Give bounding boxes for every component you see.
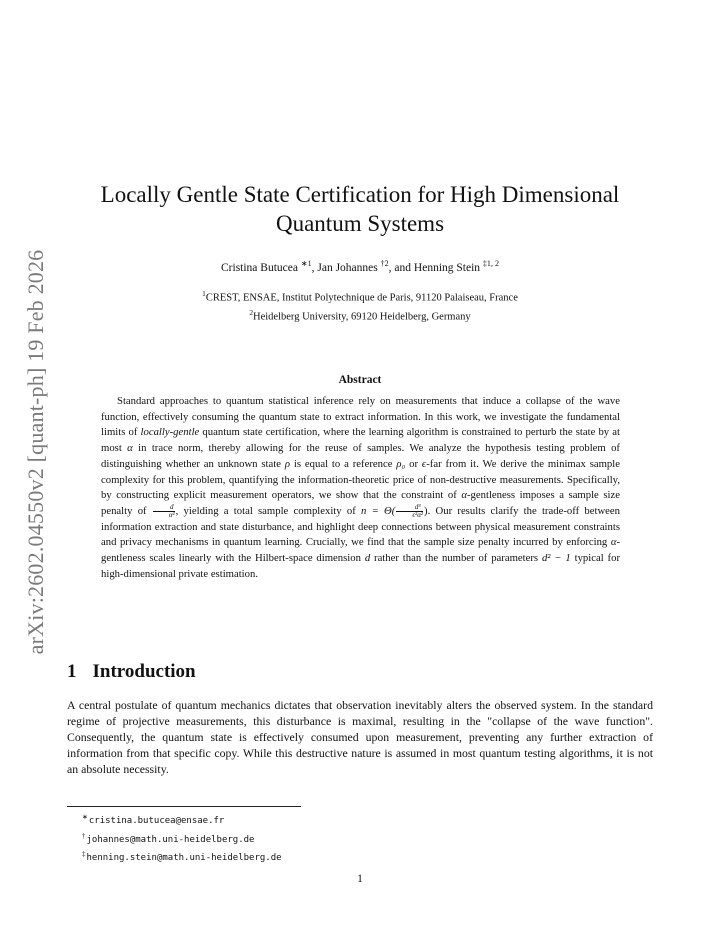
footnote-divider [67,806,301,807]
footnote-email: †johannes@math.uni-heidelberg.de [82,831,255,845]
math-rho0: ρ₀ [396,457,406,470]
author-list: Cristina Butucea $^{∗1}$, Jan Johannes $^{\dagger 2}$, and Henning Stein $^{\ddagger 1, 2}$ [221,259,499,274]
author-footnote-mark: †2 [380,259,389,268]
author-name: Jan Johannes [317,261,378,274]
footnote-email: ‡henning.stein@math.uni-heidelberg.de [82,850,282,863]
affiliation-2: $^2$Heidelberg University, 69120 Heidelberg, Germany [249,307,471,322]
section-heading-introduction [67,661,196,683]
section-title: Introduction [92,661,196,682]
author-name: Cristina Butucea [221,261,298,274]
title-line-1: Locally Gentle State Certification for High Dimensional [100,182,620,207]
math-parameter-count: d² − 1 [541,552,571,565]
math-alpha: α [127,442,133,455]
section-number: 1 [67,661,77,682]
affiliations [70,287,650,324]
penalty-fraction: $\frac{d}{\text{α²}}$ [153,504,175,519]
page-number: 1 [357,873,363,885]
arxiv-identifier-stamp: arXiv:2602.04550v2 [quant-ph] 19 Feb 2026 [23,249,48,655]
abstract-heading: Abstract [338,374,382,386]
sample-complexity-fraction: $\frac{\text{d³}}{\text{ϵ²α²}}$ [396,504,423,519]
sample-complexity-expression: n = Θ( [361,504,396,517]
affiliation-1: $^1$CREST, ENSAE, Institut Polytechnique de Paris, 91120 Palaiseau, France [202,289,518,304]
math-epsilon: ϵ [421,457,427,470]
paper-title [70,180,650,238]
title-line-2: Quantum Systems [275,211,445,236]
introduction-paragraph: A central postulate of quantum mechanics dictates that observation inevitably alters the observed system. In the standard regime of projective measurements, this disturbance is maximal, resulting in the "collapse of the wave function". Consequently, the quantum state is effectively consumed upon measurement, preventing any further extraction of information from that specific copy. While this destructive nature is assumed in most quantum testing algorithms, it is not an absolute necessity. [67,698,653,776]
math-dimension-d: d [364,552,371,565]
footnotes [82,810,282,866]
math-rho: ρ [284,457,290,470]
emphasis-locally-gentle: locally-gentle [140,426,200,439]
author-footnote-mark: ‡1, 2 [482,259,499,268]
footnote-email: ∗cristina.butucea@ensae.fr [82,813,225,826]
math-alpha: α [610,536,617,549]
author-footnote-mark: ∗1 [300,259,312,268]
author-name: Henning Stein [413,261,481,274]
abstract-body: Standard approaches to quantum statistical inference rely on measurements that induce a collapse of the wave function, effectively consuming the quantum state to extract information. In this work, we investigate the fundamental limits of locally-gentle quantum state certification, where the learning algorithm is constrained to perturb the state by at most α in trace norm, thereby allowing for the reuse of samples. We analyze the hypothesis testing problem of distinguishing whether an unknown state ρ is equal to a reference ρ₀ or ϵ-far from it. We derive the minimax sample complexity for this problem, quantifying the information-theoretic price of non-destructive measurements. Specifically, by constructing explicit measurement operators, we show that the constraint of α-gentleness imposes a sample size penalty of $\frac{d}{\text{α²}}$ , yielding a total sample complexity of n = Θ( $\frac{\text{d³}}{\text{ϵ²α²}}$ ). Our results clarify the trade-off between information extraction and state disturbance, and highlight deep connections between physical measurement constraints and privacy mechanisms in quantum learning. Crucially, we find that the sample size penalty incurred by enforcing α-gentleness scales linearly with the Hilbert-space dimension d rather than the number of parameters d² − 1 typical for high-dimensional private estimation. [101,395,620,580]
math-alpha: α [461,489,467,502]
